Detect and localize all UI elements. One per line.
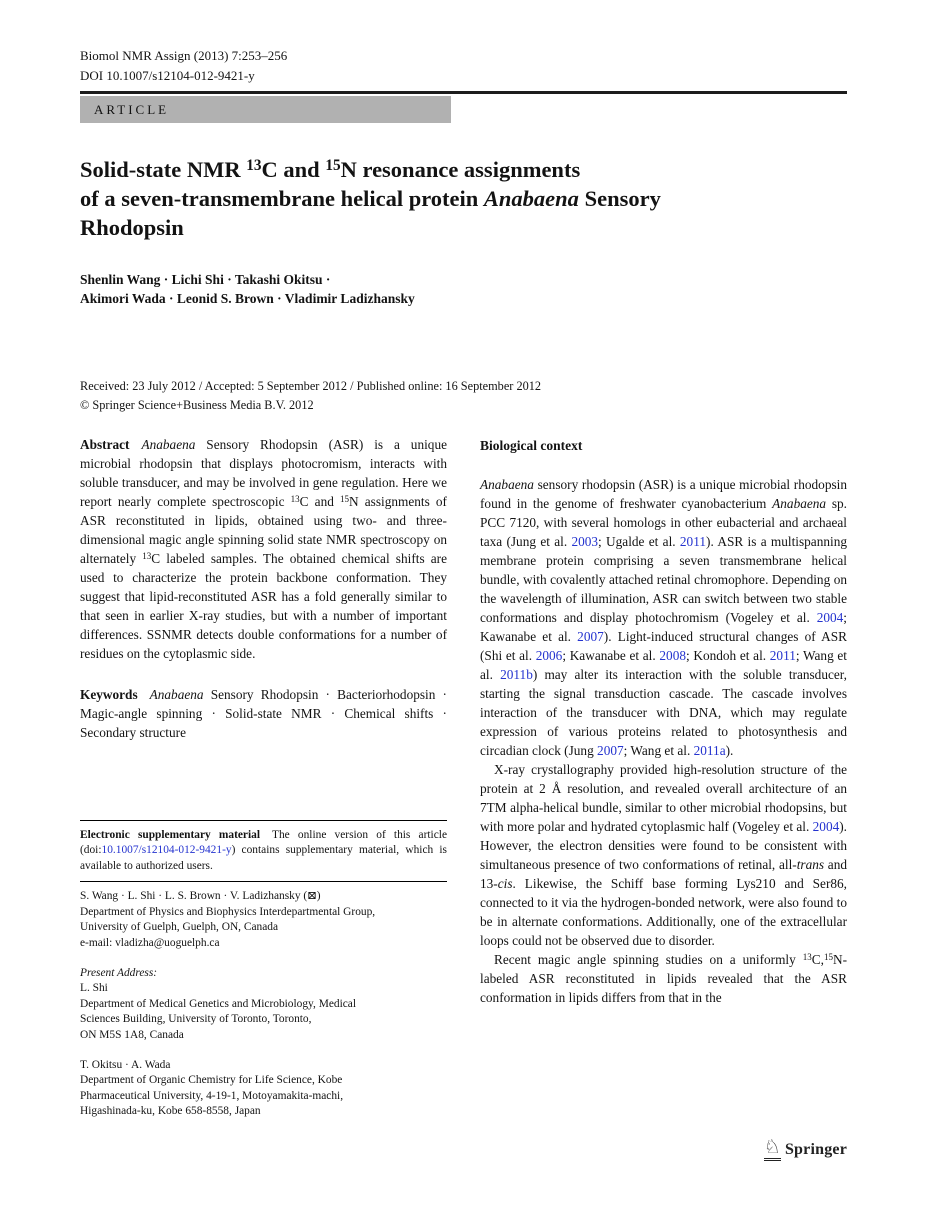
article-title: [80, 155, 847, 242]
right-column: [480, 435, 847, 1120]
citation-link[interactable]: 2004: [812, 819, 840, 834]
springer-logo-text: Springer: [784, 1140, 847, 1158]
affiliation-line: T. Okitsu · A. Wada: [80, 1058, 171, 1071]
keywords-paragraph: Keywords Anabaena Sensory Rhodopsin · Bacteriorhodopsin · Magic-angle spinning · Solid-state NMR · Chemical shifts · Secondary structure: [80, 687, 447, 740]
affiliation-line: Department of Physics and Biophysics Interdepartmental Group,: [80, 905, 376, 918]
publication-meta: [80, 377, 847, 414]
footnote-section: [80, 820, 447, 1121]
affiliation-line: L. Shi: [80, 982, 108, 995]
springer-knight-icon: ♘: [764, 1138, 781, 1161]
title-line: of a seven-transmembrane helical protein Anabaena Sensory: [80, 186, 661, 211]
copyright-line: © Springer Science+Business Media B.V. 2012: [80, 397, 314, 412]
page-header: [80, 46, 287, 86]
section-heading-biological-context: Biological context: [480, 438, 583, 453]
body-paragraph: Recent magic angle spinning studies on a uniformly $^{13}$C,$^{15}$N-labeled ASR reconstituted in lipids revealed that the ASR conformation in lipids differs from that in the: [480, 951, 847, 1005]
citation-link[interactable]: 2011a: [693, 743, 726, 758]
citation-link[interactable]: 2011b: [500, 667, 533, 682]
author-line: Akimori Wada · Leonid S. Brown · Vladimir Ladizhansky: [80, 291, 415, 306]
affiliation-line: Pharmaceutical University, 4-19-1, Motoyamakita-machi,: [80, 1089, 344, 1102]
citation-link[interactable]: 2007: [597, 743, 624, 758]
abstract-paragraph: Abstract Anabaena Sensory Rhodopsin (ASR) is a unique microbial rhodopsin that displays photocromism, interacts with soluble transducer, and may be involved in gene regulation. Here we report nearly complete spectroscopic $^{13}$C and $^{15}$N assignments of ASR reconstituted in lipids, obtained using two- and three-dimensional magic angle spinning solid state NMR spectroscopy on alternately $^{13}$C labeled samples. The obtained chemical shifts are used to characterize the protein backbone conformation. They suggest that lipid-reconstituted ASR has a fold generally similar to that seen in earlier X-ray studies, but with a number of important differences. SSNMR detects double conformations for a number of residues on the cytoplasmic side.: [80, 437, 447, 661]
affiliation-line: Department of Organic Chemistry for Life Science, Kobe: [80, 1074, 343, 1087]
received-accepted-line: Received: 23 July 2012 / Accepted: 5 September 2012 / Published online: 16 September 2012: [80, 379, 542, 393]
citation-link[interactable]: 2011: [769, 648, 796, 663]
citation-link[interactable]: 2011: [679, 534, 707, 549]
email-line: e-mail: vladizha@uoguelph.ca: [80, 937, 220, 950]
affiliation-line: Department of Medical Genetics and Microbiology, Medical: [80, 997, 357, 1010]
affiliation-line: S. Wang · L. Shi · L. S. Brown · V. Ladizhansky (⊠): [80, 890, 321, 903]
affiliation-line: Higashinada-ku, Kobe 658-8558, Japan: [80, 1105, 261, 1118]
title-line: Rhodopsin: [80, 215, 184, 240]
body-paragraph: X-ray crystallography provided high-resolution structure of the protein at 2 Å resolution, and revealed overall architecture of an 7TM alpha-helical bundle, similar to other microbial rhodopsins, but with more polar and hydrated cytoplasmic half (Vogeley et al. 2004). However, the electron densities were found to be consistent with simultaneous presence of two conformations of retinal, all-trans and 13-cis. Likewise, the Schiff base forming Lys210 and Ser86, connected to it via the hydrogen-bonded network, were also found to be in alternate conformations. Additionally, one of the extracellular loops could not be observed due to disorder.: [480, 762, 847, 948]
body-paragraph: Anabaena sensory rhodopsin (ASR) is a unique microbial rhodopsin found in the genome of freshwater cyanobacterium Anabaena sp. PCC 7120, with several homologs in other eubacterial and archaeal taxa (Jung et al. 2003; Ugalde et al. 2011). ASR is a multispanning membrane protein comprising a seven transmembrane helical bundle, with covalently attached retinal chromophore. Depending on the wavelength of illumination, ASR can switch between two stable conformations and display photochromism (Vogeley et al. 2004; Kawanabe et al. 2007). Light-induced structural changes of ASR (Shi et al. 2006; Kawanabe et al. 2008; Kondoh et al. 2011; Wang et al. 2011b) may alter its interaction with the soluble transducer, starting the signal transduction cascade. The cascade involves interaction of the transducer with DNA, which may regulate expression of various proteins related to photosynthesis and circadian clock (Jung 2007; Wang et al. 2011a).: [480, 477, 847, 758]
citation-link[interactable]: 2003: [571, 534, 599, 549]
doi-line: DOI 10.1007/s12104-012-9421-y: [80, 68, 255, 83]
header-rule: [80, 91, 847, 94]
springer-logo: [764, 1138, 847, 1161]
title-line: Solid-state NMR $^{13}$C and $^{15}$N resonance assignments: [80, 157, 581, 182]
affiliation-block-guelph: [80, 889, 447, 951]
author-line: Shenlin Wang · Lichi Shi · Takashi Okitsu ·: [80, 272, 331, 287]
present-address-block: [80, 966, 447, 1044]
two-column-body: [80, 435, 847, 1120]
present-address-label: Present Address:: [80, 966, 158, 979]
left-column: [80, 435, 447, 1120]
affiliation-line: University of Guelph, Guelph, ON, Canada: [80, 921, 279, 934]
footnote-divider: [80, 820, 447, 821]
citation-link[interactable]: 2004: [816, 610, 844, 625]
citation-link[interactable]: 2006: [535, 648, 563, 663]
citation-link[interactable]: 2007: [577, 629, 604, 644]
affiliation-line: Sciences Building, University of Toronto, Toronto,: [80, 1013, 312, 1026]
footnote-divider: [80, 881, 447, 882]
author-list: [80, 270, 847, 308]
affiliation-line: ON M5S 1A8, Canada: [80, 1029, 184, 1042]
affiliation-block-kobe: [80, 1058, 447, 1120]
citation-link[interactable]: 10.1007/s12104-012-9421-y: [101, 844, 232, 857]
journal-reference: Biomol NMR Assign (2013) 7:253–256: [80, 48, 288, 63]
article-type-label: ARTICLE: [80, 96, 451, 123]
supplementary-material-note: Electronic supplementary material The online version of this article (doi:10.1007/s12104-012-9421-y) contains supplementary material, which is available to authorized users.: [80, 828, 447, 872]
citation-link[interactable]: 2008: [659, 648, 686, 663]
